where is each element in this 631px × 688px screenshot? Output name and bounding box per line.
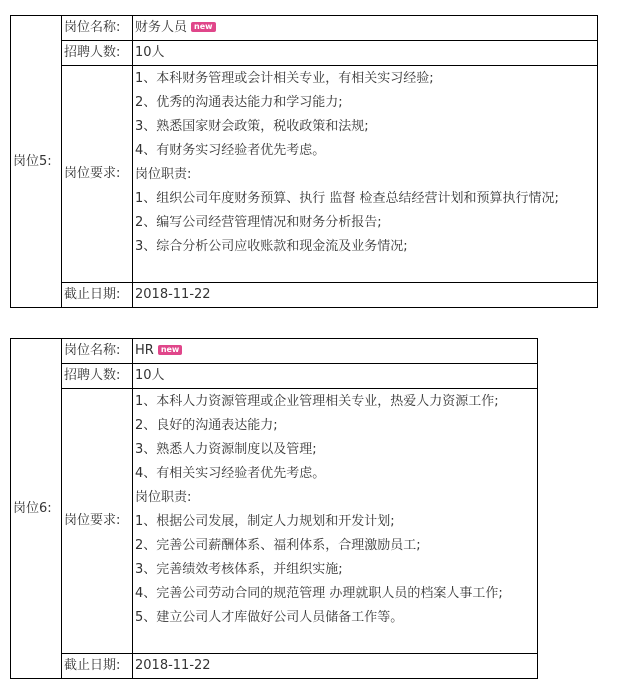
deadline-label: 截止日期: (62, 654, 133, 679)
job-name-cell (133, 16, 598, 41)
requirement-line: 3、熟悉国家财会政策，税收政策和法规; (135, 119, 369, 134)
job-name-label: 岗位名称: (62, 16, 133, 41)
responsibility-line: 4、完善公司劳动合同的规范管理 办理就职人员的档案人事工作; (135, 586, 503, 601)
job-table-6 (10, 338, 538, 679)
job-name: HR (135, 343, 154, 358)
requirement-line: 4、有财务实习经验者优先考虑。 (135, 143, 326, 158)
job-heading: 岗位5: (11, 16, 62, 308)
job-name-cell (133, 339, 538, 364)
requirements-list (133, 66, 598, 283)
requirement-line: 3、熟悉人力资源制度以及管理; (135, 442, 317, 457)
requirement-line: 2、良好的沟通表达能力; (135, 418, 278, 433)
requirement-line: 4、有相关实习经验者优先考虑。 (135, 466, 326, 481)
responsibility-line: 3、综合分析公司应收账款和现金流及业务情况; (135, 239, 408, 254)
job-name-label: 岗位名称: (62, 339, 133, 364)
requirement-line: 1、本科财务管理或会计相关专业，有相关实习经验; (135, 71, 434, 86)
responsibilities-heading: 岗位职责: (135, 167, 192, 182)
job-name: 财务人员 (135, 20, 188, 35)
responsibility-line: 2、完善公司薪酬体系、福利体系，合理激励员工; (135, 538, 421, 553)
requirements-label: 岗位要求: (62, 66, 133, 283)
responsibility-line: 1、组织公司年度财务预算、执行 监督 检查总结经营计划和预算执行情况; (135, 191, 559, 206)
headcount-label: 招聘人数: (62, 41, 133, 66)
requirements-list (133, 389, 538, 654)
new-badge: new (191, 22, 216, 32)
headcount-value: 10人 (133, 41, 598, 66)
responsibility-line: 2、编写公司经营管理情况和财务分析报告; (135, 215, 382, 230)
requirement-line: 1、本科人力资源管理或企业管理相关专业，热爱人力资源工作; (135, 394, 499, 409)
new-badge: new (158, 345, 183, 355)
requirement-line: 2、优秀的沟通表达能力和学习能力; (135, 95, 343, 110)
responsibility-line: 5、建立公司人才库做好公司人员储备工作等。 (135, 610, 404, 625)
job-heading: 岗位6: (11, 339, 62, 679)
responsibility-line: 3、完善绩效考核体系，并组织实施; (135, 562, 343, 577)
requirements-label: 岗位要求: (62, 389, 133, 654)
headcount-value: 10人 (133, 364, 538, 389)
job-table-5 (10, 15, 598, 308)
responsibilities-heading: 岗位职责: (135, 490, 192, 505)
deadline-value: 2018-11-22 (133, 654, 538, 679)
deadline-value: 2018-11-22 (133, 283, 598, 308)
responsibility-line: 1、根据公司发展，制定人力规划和开发计划; (135, 514, 395, 529)
deadline-label: 截止日期: (62, 283, 133, 308)
headcount-label: 招聘人数: (62, 364, 133, 389)
